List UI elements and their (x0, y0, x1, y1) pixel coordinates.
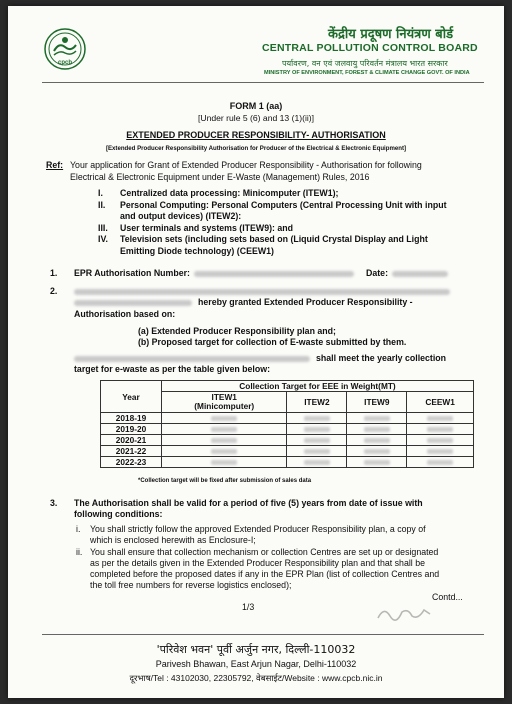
ministry-name: MINISTRY OF ENVIRONMENT, FOREST & CLIMATE CHANGE GOVT. OF INDIA (264, 70, 470, 76)
footer-divider (42, 634, 484, 635)
category-line: Emitting Diode technology) (CEEW1) (120, 246, 274, 256)
category-num: II. (98, 200, 106, 210)
cpcb-logo (44, 28, 86, 70)
target-line: target for e-waste as per the table given below: (74, 364, 271, 374)
basis-a: (a) Extended Producer Responsibility plan and; (138, 326, 336, 336)
category-line: User terminals and systems (ITEW9): and (120, 223, 294, 233)
table-note: *Collection target will be fixed after submission of sales data (138, 478, 312, 484)
condition-i-line: which is enclosed herewith as Enclosure-I; (90, 535, 256, 545)
form-subheading: [Extended Producer Responsibility Authorisation for Producer of the Electrical & Electronic Equipment] (105, 145, 407, 152)
item-3-line-1: The Authorisation shall be valid for a period of five (5) years from date of issue with (74, 498, 423, 508)
epr-number-label: EPR Authorisation Number: (74, 268, 190, 278)
form-title: FORM 1 (aa) (229, 101, 283, 111)
col-sublabel: (Minicomputer) (194, 401, 255, 411)
footer-contact: दूरभाष/Tel : 43102030, 22305792, वेबसाईट/Website : www.cpcb.nic.in (129, 673, 383, 683)
table-col-itew2: ITEW2 (287, 392, 347, 413)
condition-ii-line: You shall ensure that collection mechanism or collection Centres are set up or designated (90, 547, 439, 557)
basis-b: (b) Proposed target for collection of E-waste submitted by them. (138, 337, 407, 347)
org-title: CENTRAL POLLUTION CONTROL BOARD (262, 42, 478, 54)
table-col-itew9: ITEW9 (347, 392, 407, 413)
ref-label: Ref: (46, 160, 64, 170)
redacted-epr-number (194, 271, 354, 277)
page-number: 1/3 (242, 602, 255, 612)
redacted-company-address (74, 300, 192, 306)
header-divider (42, 82, 484, 83)
shall-meet-text: shall meet the yearly collection (316, 353, 447, 363)
col-label: ITEW1 (211, 392, 237, 402)
table-header-year: Year (101, 381, 162, 413)
category-line: Personal Computing: Personal Computers (Central Processing Unit with input (120, 200, 447, 210)
table-row (101, 435, 474, 446)
item-2-num: 2. (50, 286, 58, 296)
category-line: and output devices) (ITEW2): (120, 211, 242, 221)
item-1-num: 1. (50, 268, 58, 278)
item-3-line-2: following conditions: (74, 509, 163, 519)
year-cell: 2022-23 (101, 457, 162, 468)
logo-text: cpcb (57, 60, 73, 66)
form-rule: [Under rule 5 (6) and 13 (1)(ii)] (197, 113, 315, 123)
table-header-target: Collection Target for EEE in Weight(MT) (162, 381, 474, 392)
document-page (8, 6, 504, 698)
year-cell: 2020-21 (101, 435, 162, 446)
table-row (101, 424, 474, 435)
table-row (101, 457, 474, 468)
redacted-company-name (74, 289, 450, 295)
category-num: III. (98, 223, 108, 233)
condition-ii-line: the toll free numbers for reverse logistics enclosed); (90, 580, 292, 590)
table-col-ceew1: CEEW1 (407, 392, 474, 413)
redacted-date (392, 271, 448, 277)
ref-line-2: Electrical & Electronic Equipment under E-Waste (Management) Rules, 2016 (70, 172, 370, 182)
form-heading: EXTENDED PRODUCER RESPONSIBILITY- AUTHORISATION (126, 130, 386, 140)
condition-i-line: You shall strictly follow the approved Extended Producer Responsibility plan, a copy of (90, 524, 426, 534)
granted-text: hereby granted Extended Producer Responsibility - (198, 297, 413, 307)
collection-target-table (100, 380, 474, 468)
item-3-num: 3. (50, 498, 58, 508)
year-cell: 2019-20 (101, 424, 162, 435)
condition-ii-line: as per the details given in the Extended Producer Responsibility plan and that shall be (90, 558, 425, 568)
condition-ii-num: ii. (76, 547, 83, 557)
year-cell: 2018-19 (101, 413, 162, 424)
condition-ii-line: completed before the proposed dates if any in the EPR Plan (list of collection Centres and (90, 569, 440, 579)
category-num: I. (98, 188, 103, 198)
based-on-text: Authorisation based on: (74, 309, 176, 319)
footer-address: Parivesh Bhawan, East Arjun Nagar, Delhi-110032 (155, 659, 357, 669)
contd-text: Contd... (432, 592, 463, 602)
ministry-hindi: पर्यावरण, वन एवं जलवायु परिवर्तन मंत्रालय भारत सरकार (282, 59, 448, 68)
table-row (101, 413, 474, 424)
org-hindi-title: केंद्रीय प्रदूषण नियंत्रण बोर्ड (328, 27, 454, 42)
category-num: IV. (98, 234, 108, 244)
category-line: Television sets (including sets based on (Liquid Crystal Display and Light (120, 234, 428, 244)
category-line: Centralized data processing: Minicomputer (ITEW1); (120, 188, 339, 198)
redacted-company-name-2 (74, 356, 310, 362)
condition-i-num: i. (76, 524, 81, 534)
year-cell: 2021-22 (101, 446, 162, 457)
footer-hindi-address: 'परिवेश भवन' पूर्वी अर्जुन नगर, दिल्ली-110032 (156, 643, 356, 656)
table-row (101, 446, 474, 457)
table-col-itew1 (162, 392, 287, 413)
date-label: Date: (366, 268, 388, 278)
ref-line-1: Your application for Grant of Extended Producer Responsibility - Authorisation for following (70, 160, 422, 170)
signature (376, 602, 432, 624)
